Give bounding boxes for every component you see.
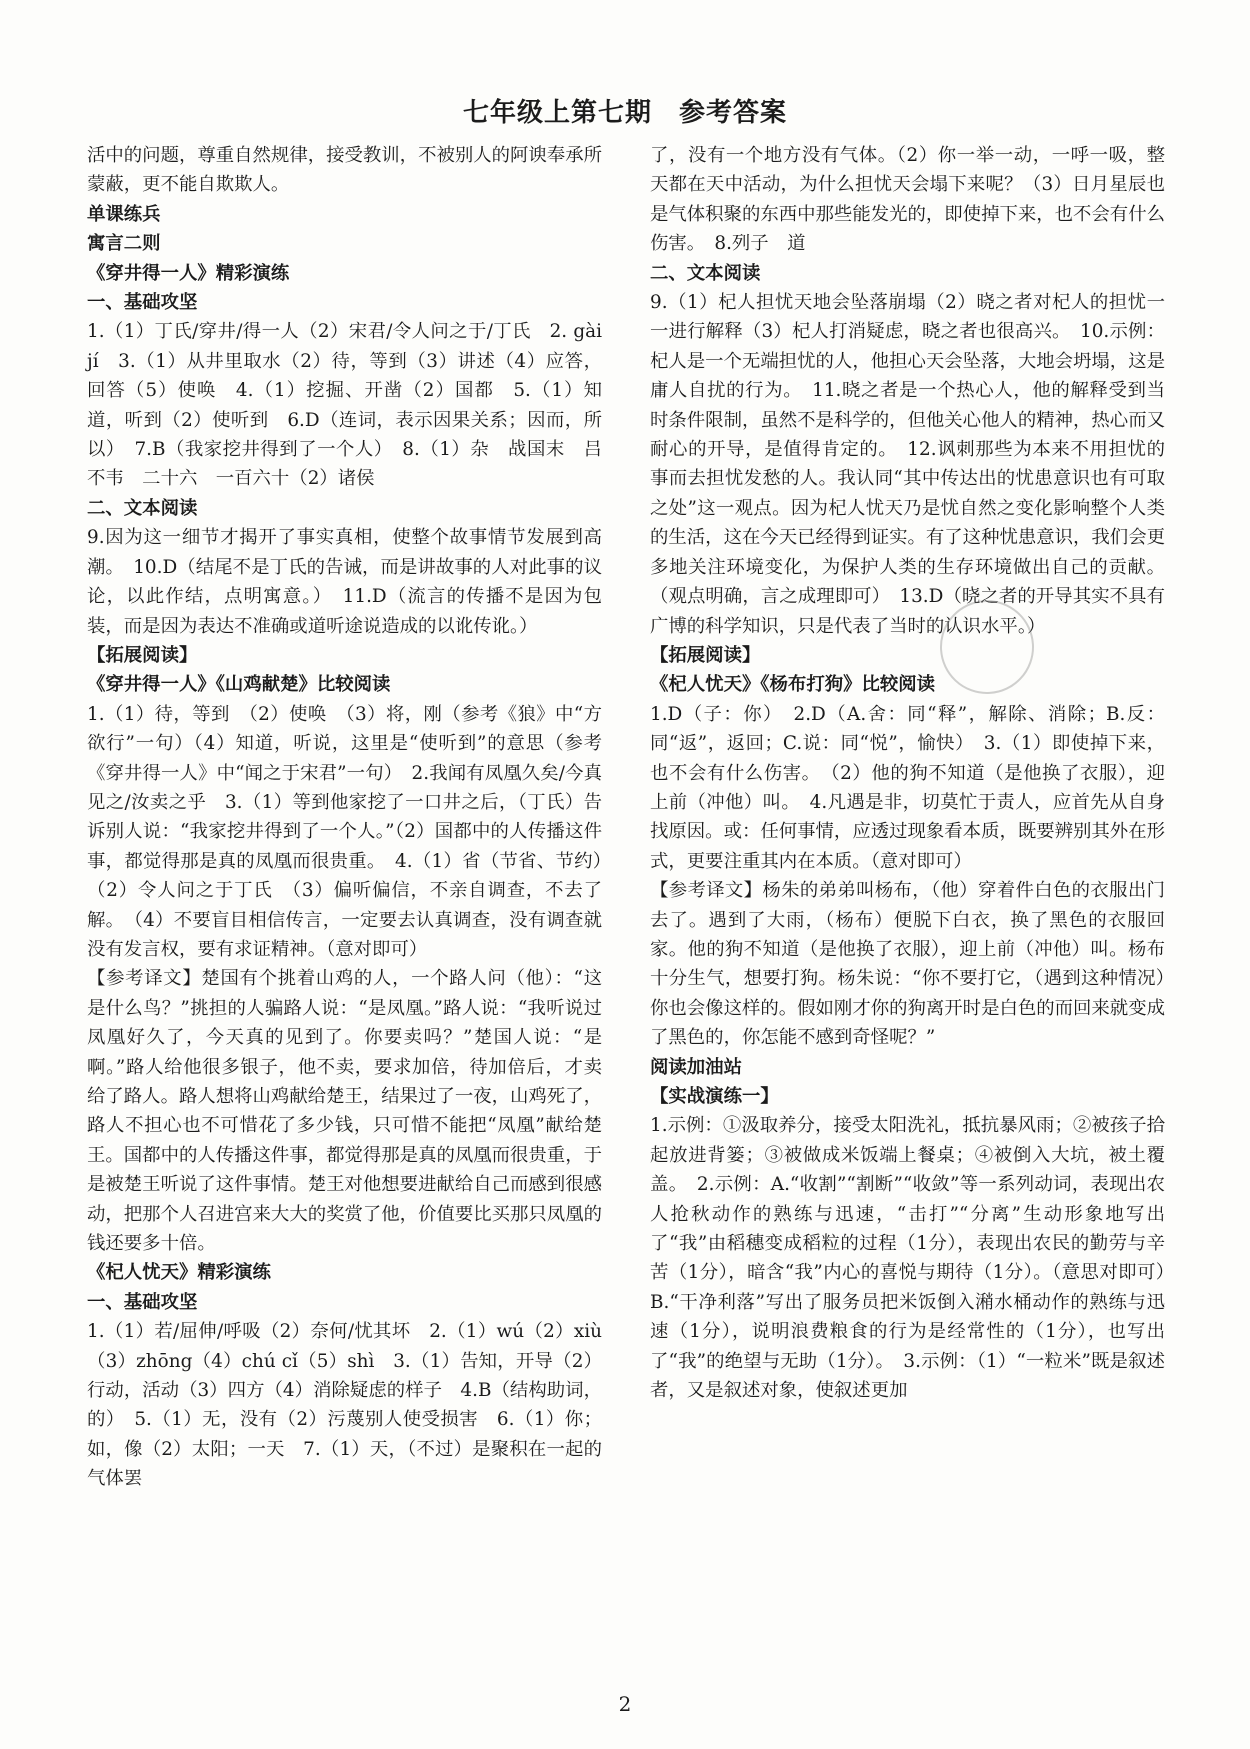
section-heading: 《穿井得一人》精彩演练: [87, 262, 290, 284]
section-heading: 寓言二则: [87, 233, 161, 255]
section-heading: 【拓展阅读】: [87, 644, 198, 666]
right-column: [650, 141, 1184, 1405]
paragraph: 9.（1）杞人担忧天地会坠落崩塌（2）晓之者对杞人的担忧一一进行解释（3）杞人打消疑虑，晓之者也很高兴。 10.示例：杞人是一个无端担忧的人，他担心天会坠落，大地会坍塌，这是庸人自扰的行为。 11.晓之者是一个热心人，他的解释受到当时条件限制，虽然不是科学的，但他关心他人的精神，热心而又耐心的开导，是值得肯定的。 12.讽刺那些为本来不用担忧的事而去担忧发愁的人。我认同“其中传达出的忧患意识也有可取之处”这一观点。因为杞人忧天乃是忧自然之变化影响整个人类的生活，这在今天已经得到证实。有了这种忧患意识，我们会更多地关注环境变化，为保护人类的生存环境做出自己的贡献。（观点明确，言之成理即可） 13.D（晓之者的开导其实不具有广博的科学知识，只是代表了当时的认识水平。）: [650, 292, 1165, 637]
paragraph: 1.（1）若/屈伸/呼吸（2）奈何/忧其坏 2.（1）wú（2）xiù（3）zhōng（4）chú cǐ（5）shì 3.（1）告知，开导（2）行动，活动（3）四方（4）消除疑虑的样子 4.B（结构助词，的） 5.（1）无，没有（2）污蔑别人使受损害 6.（1）你；如，像（2）太阳；一天 7.（1）天，（不过）是聚积在一起的气体罢: [87, 1321, 602, 1490]
paragraph: 1.（1）丁氏/穿井/得一人（2）宋君/令人问之于/丁氏 2. gài jí 3.（1）从井里取水（2）待，等到（3）讲述（4）应答，回答（5）使唤 4.（1）挖掘、开凿（2）国都 5.（1）知道，听到（2）使听到 6.D（连词，表示因果关系；因而，所以） 7.B（我家挖井得到了一个人） 8.（1）杂 战国末 吕不韦 二十六 一百六十（2）诸侯: [87, 321, 602, 490]
paragraph: 1.（1）待，等到 （2）使唤 （3）将，刚（参考《狼》中“方欲行”一句）（4）知道，听说，这里是“使听到”的意思（参考《穿井得一人》中“闻之于宋君”一句） 2.我闻有凤凰久矣/今真见之/汝卖之乎 3.（1）等到他家挖了一口井之后，（丁氏）告诉别人说：“我家挖井得到了一个人。”（2）国都中的人传播这件事，都觉得那是真的凤凰而很贵重。 4.（1）省（节省、节约） （2）令人问之于丁氏 （3）偏听偏信，不亲自调查，不去了解。 （4）不要盲目相信传言，一定要去认真调查，没有调查就没有发言权，要有求证精神。（意对即可）: [87, 703, 621, 960]
section-heading: 一、基础攻坚: [87, 1291, 198, 1313]
section-heading: 二、文本阅读: [650, 262, 761, 284]
page-title: 七年级上第七期 参考答案: [462, 98, 787, 128]
paragraph: 1.D（子：你） 2.D（A.舍：同“释”，解除、消除；B.反：同“返”，返回；C.说：同“悦”，愉快） 3.（1）即使掉下来，也不会有什么伤害。 （2）他的狗不知道（是他换了衣服），迎上前（冲他）叫。 4.凡遇是非，切莫忙于责人，应首先从自身找原因。或：任何事情，应透过现象看本质，既要辨别其外在形式，更要注重其内在本质。（意对即可）: [650, 703, 1165, 872]
section-heading: 《杞人忧天》《杨布打狗》比较阅读: [650, 674, 936, 696]
section-heading: 二、文本阅读: [87, 497, 198, 519]
left-column: [87, 141, 621, 1494]
section-heading: 【实战演练一】: [650, 1086, 779, 1107]
section-heading: 《穿井得一人》《山鸡献楚》比较阅读: [87, 674, 391, 696]
paragraph: 9.因为这一细节才揭开了事实真相，使整个故事情节发展到高潮。 10.D（结尾不是丁氏的告诫，而是讲故事的人对此事的议论，以此作结，点明寓意。） 11.D（流言的传播不是因为包装，而是因为表达不准确或道听途说造成的以讹传讹。）: [87, 527, 602, 637]
section-heading: 单课练兵: [87, 203, 161, 225]
paragraph: 了，没有一个地方没有气体。（2）你一举一动，一呼一吸，整天都在天中活动，为什么担忧天会塌下来呢？（3）日月星辰也是气体积聚的东西中那些能发光的，即使掉下来，也不会有什么伤害。 8.列子 道: [650, 145, 1165, 255]
paragraph: 【参考译文】楚国有个挑着山鸡的人，一个路人问（他）：“这是什么鸟？”挑担的人骗路人说：“是凤凰。”路人说：“我听说过凤凰好久了，今天真的见到了。你要卖吗？”楚国人说：“是啊。”路人给他很多银子，他不卖，要求加倍，待加倍后，才卖给了路人。路人想将山鸡献给楚王，结果过了一夜，山鸡死了，路人不担心也不可惜花了多少钱，只可惜不能把“凤凰”献给楚王。国都中的人传播这件事，都觉得那是真的凤凰而很贵重，于是被楚王听说了这件事情。楚王对他想要进献给自己而感到很感动，把那个人召进宫来大大的奖赏了他，价值要比买那只凤凰的钱还要多十倍。: [87, 968, 602, 1255]
section-heading: 【拓展阅读】: [650, 644, 761, 666]
paragraph: 活中的问题，尊重自然规律，接受教训，不被别人的阿谀奉承所蒙蔽，更不能自欺欺人。: [87, 145, 602, 196]
section-heading: 一、基础攻坚: [87, 292, 198, 314]
paragraph: 【参考译文】杨朱的弟弟叫杨布，（他）穿着件白色的衣服出门去了。遇到了大雨，（杨布）便脱下白衣，换了黑色的衣服回家。他的狗不知道（是他换了衣服），迎上前（冲他）叫。杨布十分生气，想要打狗。杨朱说：“你不要打它，（遇到这种情况）你也会像这样的。假如刚才你的狗离开时是白色的而回来就变成了黑色的，你怎能不感到奇怪呢？”: [650, 880, 1165, 1049]
section-heading: 阅读加油站: [650, 1056, 742, 1078]
paragraph: 1.示例：①汲取养分，接受太阳洗礼，抵抗暴风雨；②被孩子拾起放进背篓；③被做成米饭端上餐桌；④被倒入大坑，被土覆盖。 2.示例：A.“收割”“割断”“收敛”等一系列动词，表现出农人抢秋动作的熟练与迅速，“击打”“分离”生动形象地写出了“我”由稻穗变成稻粒的过程（1分），表现出农民的勤劳与辛苦（1分），暗含“我”内心的喜悦与期待（1分）。（意思对即可） B.“干净利落”写出了服务员把米饭倒入潲水桶动作的熟练与迅速（1分），说明浪费粮食的行为是经常性的（1分），也写出了“我”的绝望与无助（1分）。 3.示例：（1）“一粒米”既是叙述者，又是叙述对象，使叙述更加: [650, 1115, 1184, 1402]
section-heading: 《杞人忧天》精彩演练: [87, 1262, 271, 1284]
page-number: 2: [618, 1692, 632, 1716]
